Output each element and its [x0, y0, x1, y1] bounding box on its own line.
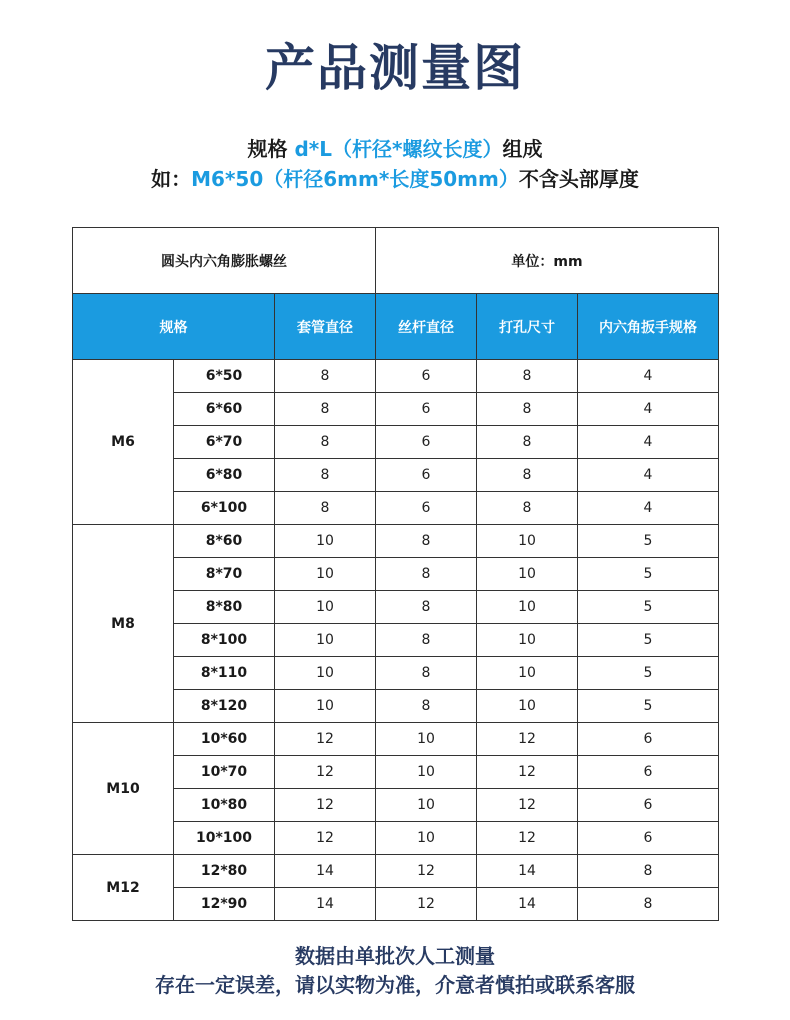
- rod-diameter-cell: 10: [376, 789, 477, 822]
- table-row: [73, 723, 719, 756]
- rod-diameter-cell: 10: [376, 756, 477, 789]
- sleeve-diameter-cell: 12: [275, 723, 376, 756]
- size-cell: 8*60: [174, 525, 275, 558]
- sleeve-diameter-cell: 10: [275, 558, 376, 591]
- size-cell: 6*60: [174, 393, 275, 426]
- spec-example-suffix: 不含头部厚度: [518, 167, 639, 191]
- rod-diameter-cell: 8: [376, 624, 477, 657]
- size-cell: 10*100: [174, 822, 275, 855]
- sleeve-diameter-cell: 8: [275, 360, 376, 393]
- rod-diameter-cell: 8: [376, 690, 477, 723]
- hole-size-cell: 8: [477, 393, 578, 426]
- hole-size-cell: 12: [477, 789, 578, 822]
- spec-example-highlight: M6*50（杆径6mm*长度50mm）: [191, 167, 519, 191]
- hole-size-cell: 10: [477, 690, 578, 723]
- sleeve-diameter-cell: 10: [275, 657, 376, 690]
- spec-example-line: [0, 164, 790, 194]
- hex-key-size-cell: 8: [578, 855, 719, 888]
- product-name-cell: 圆头内六角膨胀螺丝: [73, 228, 376, 294]
- size-cell: 8*80: [174, 591, 275, 624]
- table-body: [73, 360, 719, 921]
- spec-format-line: [0, 134, 790, 164]
- hex-key-size-cell: 4: [578, 426, 719, 459]
- hole-size-cell: 12: [477, 756, 578, 789]
- spec-format-suffix: 组成: [502, 137, 543, 161]
- hex-key-size-cell: 4: [578, 360, 719, 393]
- rod-diameter-cell: 6: [376, 393, 477, 426]
- size-cell: 10*60: [174, 723, 275, 756]
- rod-diameter-cell: 6: [376, 360, 477, 393]
- hex-key-size-cell: 5: [578, 525, 719, 558]
- rod-diameter-cell: 6: [376, 492, 477, 525]
- group-label: M12: [73, 855, 174, 921]
- size-cell: 6*70: [174, 426, 275, 459]
- header-hex-key-size: 内六角扳手规格: [578, 294, 719, 360]
- hole-size-cell: 12: [477, 723, 578, 756]
- sleeve-diameter-cell: 10: [275, 591, 376, 624]
- rod-diameter-cell: 10: [376, 723, 477, 756]
- hex-key-size-cell: 6: [578, 756, 719, 789]
- hex-key-size-cell: 5: [578, 558, 719, 591]
- header-spec: 规格: [73, 294, 275, 360]
- page-title: 产品测量图: [265, 39, 525, 97]
- spec-example-prefix: 如：: [151, 167, 192, 191]
- unit-cell: 单位：mm: [376, 228, 719, 294]
- hole-size-cell: 14: [477, 855, 578, 888]
- hex-key-size-cell: 4: [578, 459, 719, 492]
- rod-diameter-cell: 12: [376, 855, 477, 888]
- hole-size-cell: 10: [477, 558, 578, 591]
- table-row: [73, 360, 719, 393]
- hole-size-cell: 8: [477, 492, 578, 525]
- size-cell: 12*80: [174, 855, 275, 888]
- hole-size-cell: 8: [477, 360, 578, 393]
- hole-size-cell: 10: [477, 591, 578, 624]
- table-row: [73, 855, 719, 888]
- hole-size-cell: 8: [477, 426, 578, 459]
- table-title-row: [73, 228, 719, 294]
- rod-diameter-cell: 8: [376, 591, 477, 624]
- rod-diameter-cell: 6: [376, 426, 477, 459]
- hole-size-cell: 10: [477, 525, 578, 558]
- footer-note-2: 存在一定误差，请以实物为准，介意者慎拍或联系客服: [155, 973, 635, 997]
- sleeve-diameter-cell: 14: [275, 855, 376, 888]
- spec-table: [72, 227, 719, 921]
- size-cell: 8*100: [174, 624, 275, 657]
- rod-diameter-cell: 12: [376, 888, 477, 921]
- table-header-row: [73, 294, 719, 360]
- size-cell: 12*90: [174, 888, 275, 921]
- hex-key-size-cell: 6: [578, 789, 719, 822]
- hex-key-size-cell: 5: [578, 657, 719, 690]
- size-cell: 8*70: [174, 558, 275, 591]
- sleeve-diameter-cell: 8: [275, 393, 376, 426]
- hex-key-size-cell: 8: [578, 888, 719, 921]
- size-cell: 10*70: [174, 756, 275, 789]
- hex-key-size-cell: 5: [578, 690, 719, 723]
- rod-diameter-cell: 8: [376, 525, 477, 558]
- rod-diameter-cell: 6: [376, 459, 477, 492]
- sleeve-diameter-cell: 12: [275, 789, 376, 822]
- sleeve-diameter-cell: 8: [275, 459, 376, 492]
- rod-diameter-cell: 10: [376, 822, 477, 855]
- hex-key-size-cell: 4: [578, 393, 719, 426]
- sleeve-diameter-cell: 10: [275, 624, 376, 657]
- sleeve-diameter-cell: 10: [275, 525, 376, 558]
- sleeve-diameter-cell: 10: [275, 690, 376, 723]
- sleeve-diameter-cell: 8: [275, 426, 376, 459]
- size-cell: 6*80: [174, 459, 275, 492]
- hole-size-cell: 10: [477, 624, 578, 657]
- hole-size-cell: 10: [477, 657, 578, 690]
- group-label: M6: [73, 360, 174, 525]
- header-hole-size: 打孔尺寸: [477, 294, 578, 360]
- hex-key-size-cell: 6: [578, 723, 719, 756]
- hole-size-cell: 8: [477, 459, 578, 492]
- hole-size-cell: 12: [477, 822, 578, 855]
- hex-key-size-cell: 4: [578, 492, 719, 525]
- hex-key-size-cell: 5: [578, 591, 719, 624]
- group-label: M10: [73, 723, 174, 855]
- size-cell: 6*50: [174, 360, 275, 393]
- footer-note-1: 数据由单批次人工测量: [295, 944, 495, 968]
- sleeve-diameter-cell: 12: [275, 756, 376, 789]
- size-cell: 8*110: [174, 657, 275, 690]
- header-sleeve-diameter: 套管直径: [275, 294, 376, 360]
- group-label: M8: [73, 525, 174, 723]
- hex-key-size-cell: 5: [578, 624, 719, 657]
- rod-diameter-cell: 8: [376, 558, 477, 591]
- table-row: [73, 525, 719, 558]
- sleeve-diameter-cell: 8: [275, 492, 376, 525]
- hex-key-size-cell: 6: [578, 822, 719, 855]
- rod-diameter-cell: 8: [376, 657, 477, 690]
- size-cell: 10*80: [174, 789, 275, 822]
- spec-format-prefix: 规格: [247, 137, 295, 161]
- sleeve-diameter-cell: 14: [275, 888, 376, 921]
- size-cell: 8*120: [174, 690, 275, 723]
- header-rod-diameter: 丝杆直径: [376, 294, 477, 360]
- hole-size-cell: 14: [477, 888, 578, 921]
- sleeve-diameter-cell: 12: [275, 822, 376, 855]
- size-cell: 6*100: [174, 492, 275, 525]
- spec-format-highlight: d*L（杆径*螺纹长度）: [294, 137, 503, 161]
